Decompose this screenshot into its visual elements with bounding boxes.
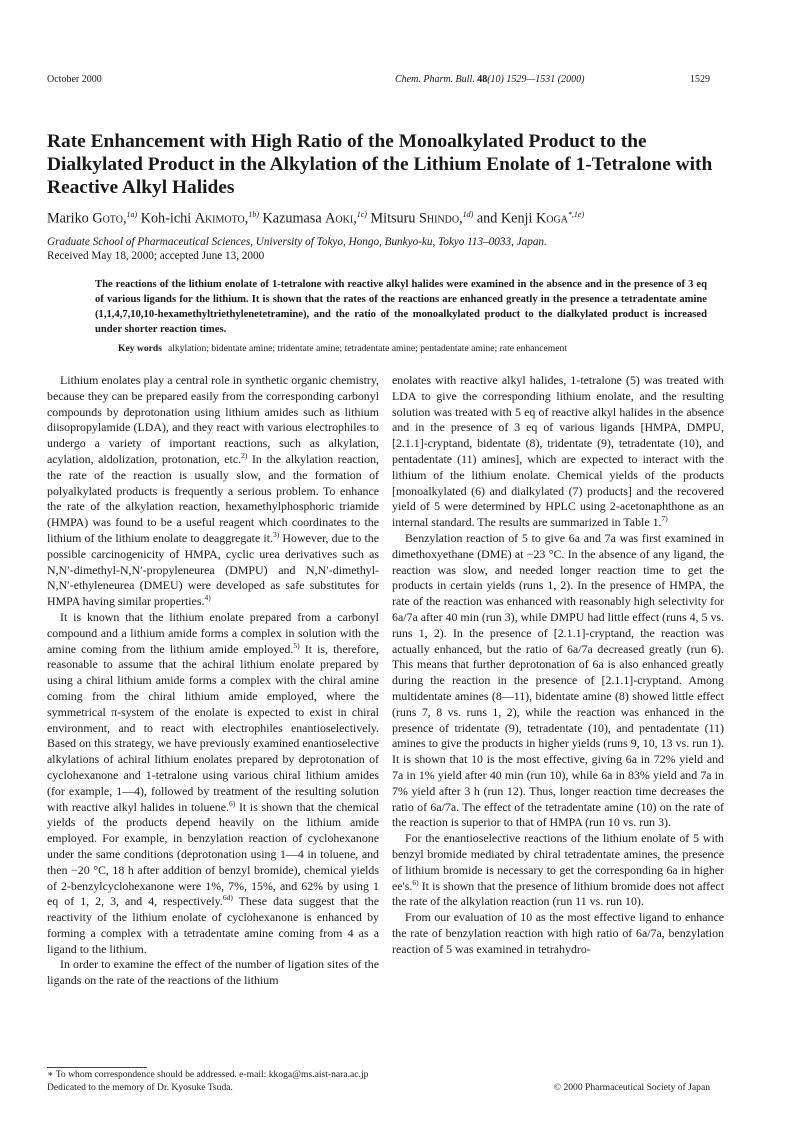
correspondence-note: ∗ To whom correspondence should be addressed. e-mail: kkoga@ms.aist-nara.ac.jp	[47, 1069, 369, 1080]
author-last-name: Akimoto	[194, 210, 245, 227]
author-affiliation-mark: 1b)	[248, 210, 259, 219]
author-affiliation-mark: 1d)	[462, 210, 474, 219]
author-last-name: Shindo	[419, 210, 460, 227]
author-first-name: Koh-ichi	[140, 210, 195, 227]
received-dates: Received May 18, 2000; accepted June 13, 2000	[47, 250, 265, 262]
body-paragraph: It is known that the lithium enolate prepared from a carbonyl compound and a lithium amide forms a complex in solution with the amine coming from the lithium amide employed.$^{5)}$ It is, therefore, reasonable to assume that the achiral lithium enolate prepared by using a chiral lithium amide forms a complex with the chiral amine coming from the chiral lithium amide employed, where the symmetrical π-system of the enolate is expected to exist in chiral environment, and to react with electrophiles enantioselectively. Based on this strategy, we have previously examined enantioselective alkylations of achiral lithium enolates prepared by deprotonation of cyclohexanone and 1-tetralone using various chiral lithium amides (for example, 1—4), followed by treatment of the resulting solution with reactive alkyl halides in toluene.$^{6)}$ It is shown that the chemical yields of the products depend heavily on the lithium amide employed. For example, in benzylation reaction of cyclohexanone under the same conditions (deprotonation using 1—4 in toluene, and then −20 °C, 18 h after addition of benzyl bromide), chemical yields of 2-benzylcyclohexanone were 1%, 7%, 15%, and 62% by using 1 eq of 1, 2, 3, and 4, respectively.$^{6d)}$ These data suggest that the reactivity of the lithium enolate of cyclohexanone is enhanced by forming a complex with a tetradentate amine coming from 4 as a ligand to the lithium.	[47, 609, 380, 956]
author-first-name: Kenji	[500, 210, 536, 227]
author-last-name: Koga	[536, 210, 568, 227]
dedication-note: Dedicated to the memory of Dr. Kyosuke Tsuda.	[47, 1082, 233, 1093]
article-title: Rate Enhancement with High Ratio of the Monoalkylated Product to the Dialkylated Product in the Alkylation of the Lithium Enolate of 1-Tetralone with Reactive Alkyl Halides	[47, 131, 713, 198]
body-paragraph: In order to examine the effect of the number of ligation sites of the ligands on the rate of the reactions of the lithium	[47, 957, 379, 988]
body-paragraph: enolates with reactive alkyl halides, 1-tetralone (5) was treated with LDA to give the corresponding lithium enolate, and the resulting solution was treated with 5 eq of reactive alkyl halides in the absence and in the presence of 3 eq of various ligands [HMPA, DMPU, [2.1.1]-cryptand, bidentate (8), tridentate (9), tetradentate (10), and pentadentate (11) amines], which are expected to interact with the lithium of the lithium enolate. Chemical yields of the products [monoalkylated (6) and dialkylated (7) products] and the recovered yield of 5 were determined by HPLC using 2-acetonaphthone as an internal standard. The results are summarized in Table 1.$^{7)}$	[392, 373, 724, 530]
author-affiliation-mark: 1a)	[126, 210, 138, 219]
author-first-name: Mitsuru	[370, 210, 419, 227]
body-paragraph: For the enantioselective reactions of the lithium enolate of 5 with benzyl bromide mediated by chiral tetradentate amines, the presence of lithium bromide is necessary to get the corresponding 6a in higher ee's.$^{6)}$ It is shown that the presence of lithium bromide does not affect the rate of the alkylation reaction (run 11 vs. run 10).	[392, 831, 724, 909]
running-header	[47, 74, 710, 88]
keywords-text: alkylation; bidentate amine; tridentate amine; tetradentate amine; pentadentate amine; rate enhancement	[167, 343, 567, 354]
body-column-left	[47, 373, 379, 989]
body-paragraph: From our evaluation of 10 as the most effective ligand to enhance the rate of benzylation reaction with high ratio of 6a/7a, benzylation reaction of 5 was examined in tetrahydro-	[392, 910, 724, 956]
journal-issue-pages: (10) 1529—1531 (2000)	[487, 74, 585, 85]
author-last-name: Goto	[92, 210, 123, 227]
author-list: Mariko Goto,$^{1a)}$ Koh-ichi Akimoto,$^{1b)}$ Kazumasa Aoki,$^{1c)}$ Mitsuru Shindo,$^{1d)}$ and Kenji Koga$^{*,1e)}$	[47, 210, 585, 227]
affiliation: Graduate School of Pharmaceutical Sciences, University of Tokyo, Hongo, Bunkyo-ku, Tokyo 113–0033, Japan.	[47, 236, 547, 248]
keywords	[118, 342, 738, 355]
body-paragraph: Benzylation reaction of 5 to give 6a and 7a was first examined in dimethoxyethane (DME) at −23 °C. In the absence of any ligand, the reaction was slow, and needed longer reaction time to get the products in certain yields (runs 1, 2). In the presence of HMPA, the rate of the reaction was enhanced with reasonably high selectivity for 6a/7a after 40 min (run 3), while DMPU had little effect (runs 4, 5 vs. runs 1, 2). In the presence of [2.1.1]-cryptand, the reaction was actually enhanced, but the ratio of 6a/7a decreased greatly (run 6). This means that further deprotonation of 6a is also enhanced greatly during the reaction in the presence of [2.1.1]-cryptand. Among multidentate amines (8—11), bidentate amine (8) showed little effect (runs 7, 8 vs. runs 1, 2), while the reaction was enhanced in the presence of tridentate (9), tetradentate (10), and pentadentate (11) amines to give the products in higher yields (runs 9, 10, 13 vs. run 1). It is shown that 10 is the most effective, giving 6a in 72% yield and 7a in 1% yield after 40 min (run 10), while 6a in 83% yield and 7a in 7% yield after 3 h (run 12). Thus, longer reaction time decreases the ratio of 6a/7a. The effect of the tetradentate amine (10) on the rate of the reaction is superior to that of HMPA (run 10 vs. run 3).	[392, 530, 724, 830]
journal-volume: 48	[477, 74, 488, 85]
author-last-name: Aoki	[325, 210, 354, 227]
author-first-name: Kazumasa	[262, 210, 326, 227]
keywords-label: Key words	[118, 343, 162, 354]
copyright-notice: © 2000 Pharmaceutical Society of Japan	[553, 1082, 710, 1093]
author-affiliation-mark: *,1e)	[567, 210, 585, 219]
author-first-name: Mariko	[47, 210, 93, 227]
journal-citation	[395, 74, 584, 85]
journal-name: Chem. Pharm. Bull.	[395, 74, 475, 85]
author-affiliation-mark: 1c)	[356, 210, 367, 219]
issue-date: October 2000	[47, 74, 102, 85]
abstract: The reactions of the lithium enolate of 1-tetralone with reactive alkyl halides were examined in the absence and in the presence of 3 eq of various ligands for the lithium. It is shown that the rates of the reactions are enhanced greatly in the presence a tetradentate amine (1,1,4,7,10,10-hexamethyltriethylenetetramine), and the ratio of the monoalkylated product to the dialkylated product is increased under shorter reaction times.	[95, 279, 707, 335]
body-paragraph: Lithium enolates play a central role in synthetic organic chemistry, because they can be prepared easily from the corresponding carbonyl compounds by deprotonation using lithium amides such as lithium diisopropylamide (LDA), and they react with various electrophiles to undergo a variety of important reactions, such as alkylation, acylation, aldolization, protonation, etc.$^{2)}$ In the alkylation reaction, the rate of the reaction is usually slow, and the formation of polyalkylated products is frequently a serious problem. To enhance the rate of the alkylation reaction, hexamethylphosphoric triamide (HMPA) was found to be a useful reagent which coordinates to the lithium of the lithium enolate to deaggregate it.$^{3)}$ However, due to the possible carcinogenicity of HMPA, cyclic urea derivatives such as N,N′-dimethyl-N,N′-propyleneurea (DMPU) and N,N′-dimethyl-N,N′-ethyleneurea (DMEU) were developed as safe substitutes for HMPA having similar properties.$^{4)}$	[47, 373, 379, 609]
page-number: 1529	[690, 74, 710, 85]
body-column-right	[392, 373, 724, 957]
footnote	[47, 1068, 368, 1094]
